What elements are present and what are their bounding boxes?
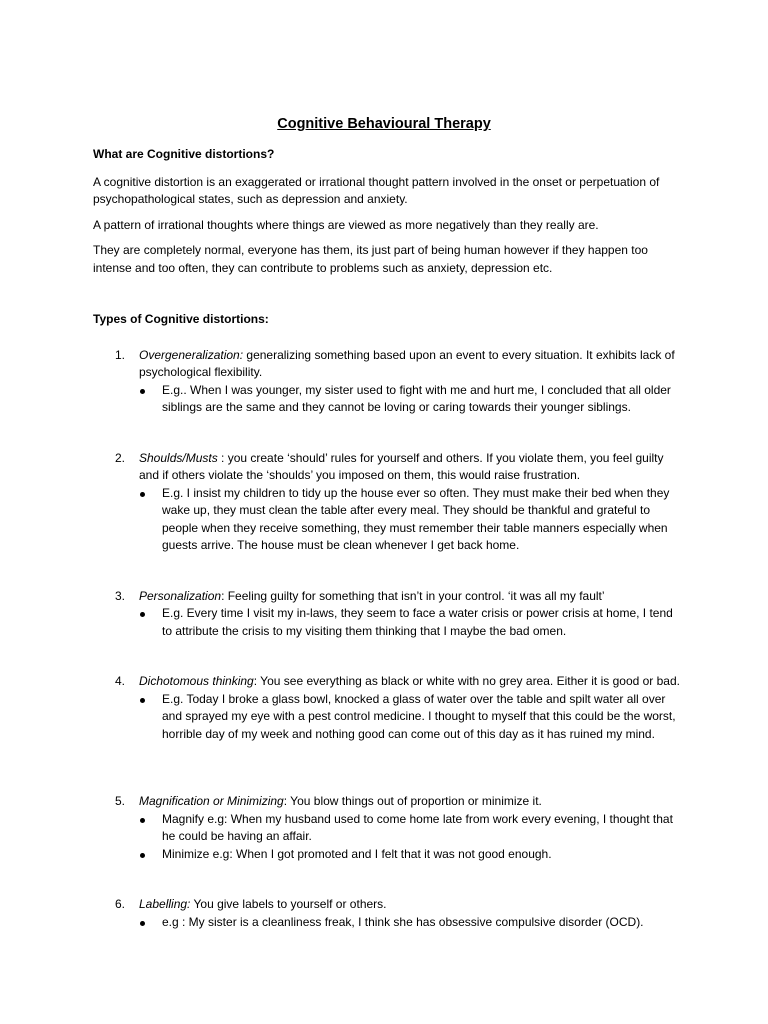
item-term: Labelling: <box>139 897 191 911</box>
item-description: You give labels to yourself or others. <box>190 897 387 911</box>
list-item <box>93 588 683 641</box>
bullet-item: Magnify e.g: When my husband used to come home late from work every evening, I thought that he could be having an affair. <box>139 811 683 846</box>
list-item <box>93 793 683 863</box>
paragraph-normal: They are completely normal, everyone has them, its just part of being human however if they happen too intense and too often, they can contribute to problems such as anxiety, depression etc. <box>93 243 648 275</box>
section-heading-types: Types of Cognitive distortions: <box>93 312 269 326</box>
item-term: Overgeneralization: <box>139 347 244 362</box>
section-heading-what-are: What are Cognitive distortions? <box>93 147 275 161</box>
spacer <box>93 285 683 311</box>
item-description: generalizing something based upon an event to every situation. It exhibits lack of psychological flexibility. <box>139 347 675 379</box>
paragraph-definition: A cognitive distortion is an exaggerated or irrational thought pattern involved in the onset or perpetuation of psychopathological states, such as depression and anxiety. <box>93 174 660 206</box>
item-number: 1. <box>115 347 126 362</box>
document-title: Cognitive Behavioural Therapy <box>277 116 491 132</box>
item-term: Personalization <box>139 588 222 603</box>
distortion-list <box>93 347 683 932</box>
item-number: 3. <box>115 588 126 603</box>
bullet-list <box>139 914 683 932</box>
list-item <box>93 347 683 417</box>
list-item <box>93 896 683 931</box>
item-number: 6. <box>115 897 126 911</box>
bullet-list <box>139 382 683 417</box>
bullet-item: E.g. I insist my children to tidy up the house ever so often. They must make their bed when they wake up, they must clean the table after every meal. They should be thankful and grateful to people when they receive something, they must remember their table manners especially when guests arrive. The house must be clean whenever I get back home. <box>139 485 683 555</box>
bullet-list <box>139 811 683 864</box>
paragraph-pattern: A pattern of irrational thoughts where things are viewed as more negatively than they really are. <box>93 217 599 232</box>
bullet-item: Minimize e.g: When I got promoted and I felt that it was not good enough. <box>139 846 683 864</box>
item-term: Dichotomous thinking <box>139 674 254 688</box>
bullet-item: E.g.. When I was younger, my sister used to fight with me and hurt me, I concluded that all older siblings are the same and they cannot be loving or caring towards their younger siblings. <box>139 382 683 417</box>
item-term: Magnification or Minimizing <box>139 794 284 808</box>
item-number: 4. <box>115 674 126 688</box>
bullet-list <box>139 691 683 744</box>
item-description: : You see everything as black or white with no grey area. Either it is good or bad. <box>253 674 680 688</box>
item-term: Shoulds/Musts <box>139 450 218 465</box>
bullet-item: E.g. Every time I visit my in-laws, they seem to face a water crisis or power crisis at home, I tend to attribute the crisis to my visiting them thinking that I maybe the bad omen. <box>139 605 683 640</box>
list-item <box>93 673 683 743</box>
document-body <box>93 146 683 931</box>
item-description: : Feeling guilty for something that isn’t in your control. ‘it was all my fault’ <box>221 588 605 603</box>
bullet-item: E.g. Today I broke a glass bowl, knocked a glass of water over the table and spilt water all over and sprayed my eye with a pest control medicine. I thought to myself that this could be the worst, horrible day of my week and nothing good can come out of this day as it has ruined my mind. <box>139 691 683 744</box>
list-item <box>93 450 683 555</box>
item-description: : You blow things out of proportion or minimize it. <box>283 794 542 808</box>
bullet-item: e.g : My sister is a cleanliness freak, I think she has obsessive compulsive disorder (OCD). <box>139 914 683 932</box>
bullet-list <box>139 485 683 555</box>
item-number: 5. <box>115 794 126 808</box>
bullet-list <box>139 605 683 640</box>
item-number: 2. <box>115 450 126 465</box>
item-description: : you create ‘should’ rules for yourself and others. If you violate them, you feel guilty and if others violate the ‘shoulds’ you imposed on them, this would raise frustration. <box>139 450 664 482</box>
